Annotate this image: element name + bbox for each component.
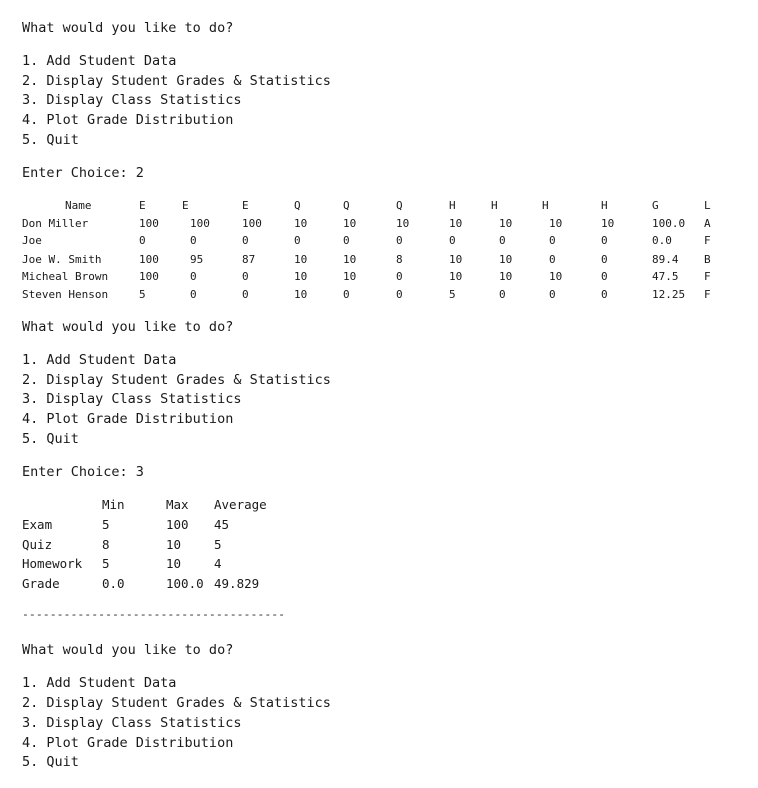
stats-cell: 0.0 — [102, 576, 125, 591]
table-cell: 0 — [294, 234, 301, 247]
table-cell: 0 — [190, 270, 197, 283]
table-cell: 0 — [601, 288, 608, 301]
menu-option-display-grades: 2. Display Student Grades & Statistics — [22, 73, 331, 89]
table-cell: 0 — [343, 234, 350, 247]
table-cell: 0 — [601, 253, 608, 266]
table-cell: 0 — [499, 288, 506, 301]
table-cell: 0 — [601, 234, 608, 247]
menu-option-display-grades: 2. Display Student Grades & Statistics — [22, 695, 331, 711]
table-cell: 5 — [139, 288, 146, 301]
table-cell: 47.5 — [652, 270, 679, 283]
table-cell: 10 — [601, 217, 615, 230]
menu-option-plot: 4. Plot Grade Distribution — [22, 411, 234, 427]
table-cell: 100 — [242, 217, 262, 230]
stats-cell: 45 — [214, 517, 230, 532]
table-cell: 10 — [499, 253, 513, 266]
stats-cell: 5 — [102, 517, 110, 532]
table-cell: 89.4 — [652, 253, 679, 266]
menu-option-class-stats: 3. Display Class Statistics — [22, 391, 242, 407]
table-cell: 10 — [449, 217, 463, 230]
stats-cell: 10 — [166, 537, 182, 552]
table-cell-name: Joe — [22, 234, 42, 247]
stats-cell: 100 — [166, 517, 189, 532]
menu-option-quit: 5. Quit — [22, 431, 79, 447]
table-cell: 10 — [396, 217, 410, 230]
table-cell: 95 — [190, 253, 204, 266]
stats-cell: 10 — [166, 556, 182, 571]
table-cell-name: Micheal Brown — [22, 270, 109, 283]
table-cell: 0 — [190, 234, 197, 247]
menu-option-add-student: 1. Add Student Data — [22, 352, 177, 368]
table-cell: 0.0 — [652, 234, 672, 247]
choice-input-line[interactable]: Enter Choice: 2 — [22, 165, 144, 181]
stats-header-average: Average — [214, 497, 267, 512]
table-cell: 12.25 — [652, 288, 686, 301]
table-cell: 10 — [294, 270, 308, 283]
stats-row-label: Grade — [22, 576, 60, 591]
table-cell: B — [704, 253, 711, 266]
col-header: Q — [396, 199, 403, 212]
col-header: L — [704, 199, 711, 212]
col-header: E — [182, 199, 189, 212]
menu-prompt: What would you like to do? — [22, 20, 234, 36]
menu-option-display-grades: 2. Display Student Grades & Statistics — [22, 372, 331, 388]
table-cell: 100 — [190, 217, 210, 230]
table-cell: 0 — [242, 234, 249, 247]
menu-prompt: What would you like to do? — [22, 642, 234, 658]
table-cell: 10 — [549, 217, 563, 230]
menu-option-plot: 4. Plot Grade Distribution — [22, 112, 234, 128]
table-cell: F — [704, 270, 711, 283]
col-header: Q — [294, 199, 301, 212]
table-cell: 100 — [139, 253, 159, 266]
table-cell: 0 — [449, 234, 456, 247]
menu-option-quit: 5. Quit — [22, 132, 79, 148]
table-cell: 10 — [294, 288, 308, 301]
table-cell: 0 — [396, 234, 403, 247]
table-cell: 10 — [449, 253, 463, 266]
col-header: G — [652, 199, 659, 212]
table-cell-name: Joe W. Smith — [22, 253, 102, 266]
table-cell: 10 — [499, 217, 513, 230]
table-cell-name: Steven Henson — [22, 288, 109, 301]
table-cell: 0 — [242, 288, 249, 301]
table-cell: 8 — [396, 253, 403, 266]
table-cell: F — [704, 288, 711, 301]
table-cell: 10 — [449, 270, 463, 283]
stats-cell: 4 — [214, 556, 222, 571]
student-grades-table — [0, 0, 758, 310]
table-cell: 0 — [343, 288, 350, 301]
stats-cell: 5 — [102, 556, 110, 571]
table-cell: 10 — [294, 217, 308, 230]
table-cell-name: Don Miller — [22, 217, 89, 230]
table-cell: A — [704, 217, 711, 230]
menu-option-class-stats: 3. Display Class Statistics — [22, 715, 242, 731]
col-header: Q — [343, 199, 350, 212]
table-cell: 10 — [343, 217, 357, 230]
menu-option-quit: 5. Quit — [22, 754, 79, 770]
menu-prompt: What would you like to do? — [22, 319, 234, 335]
separator-line: -------------------------------------- — [22, 607, 286, 621]
stats-cell: 100.0 — [166, 576, 204, 591]
table-cell: 0 — [396, 270, 403, 283]
col-header: H — [449, 199, 456, 212]
table-cell: 10 — [549, 270, 563, 283]
col-header: H — [491, 199, 498, 212]
table-cell: 0 — [549, 253, 556, 266]
stats-row-label: Exam — [22, 517, 53, 532]
menu-option-class-stats: 3. Display Class Statistics — [22, 92, 242, 108]
stats-row-label: Quiz — [22, 537, 53, 552]
stats-header-min: Min — [102, 497, 125, 512]
table-cell: 0 — [396, 288, 403, 301]
table-cell: 100 — [139, 217, 159, 230]
table-cell: 0 — [601, 270, 608, 283]
table-cell: 87 — [242, 253, 256, 266]
choice-input-line[interactable]: Enter Choice: 3 — [22, 464, 144, 480]
stats-row-label: Homework — [22, 556, 83, 571]
menu-option-add-student: 1. Add Student Data — [22, 675, 177, 691]
col-header: H — [542, 199, 549, 212]
table-cell: 10 — [499, 270, 513, 283]
col-header: E — [139, 199, 146, 212]
menu-option-add-student: 1. Add Student Data — [22, 53, 177, 69]
col-header: E — [242, 199, 249, 212]
stats-cell: 5 — [214, 537, 222, 552]
table-cell: 10 — [343, 270, 357, 283]
table-cell: 0 — [549, 234, 556, 247]
table-cell: 10 — [294, 253, 308, 266]
col-header: H — [601, 199, 608, 212]
table-cell: 0 — [242, 270, 249, 283]
stats-header-max: Max — [166, 497, 189, 512]
table-cell: 0 — [139, 234, 146, 247]
menu-option-plot: 4. Plot Grade Distribution — [22, 735, 234, 751]
stats-cell: 8 — [102, 537, 110, 552]
table-cell: 0 — [499, 234, 506, 247]
table-cell: 0 — [190, 288, 197, 301]
table-cell: F — [704, 234, 711, 247]
table-cell: 100.0 — [652, 217, 686, 230]
table-cell: 0 — [549, 288, 556, 301]
table-cell: 10 — [343, 253, 357, 266]
stats-cell: 49.829 — [214, 576, 260, 591]
col-header-name: Name — [65, 199, 92, 212]
table-cell: 100 — [139, 270, 159, 283]
table-cell: 5 — [449, 288, 456, 301]
